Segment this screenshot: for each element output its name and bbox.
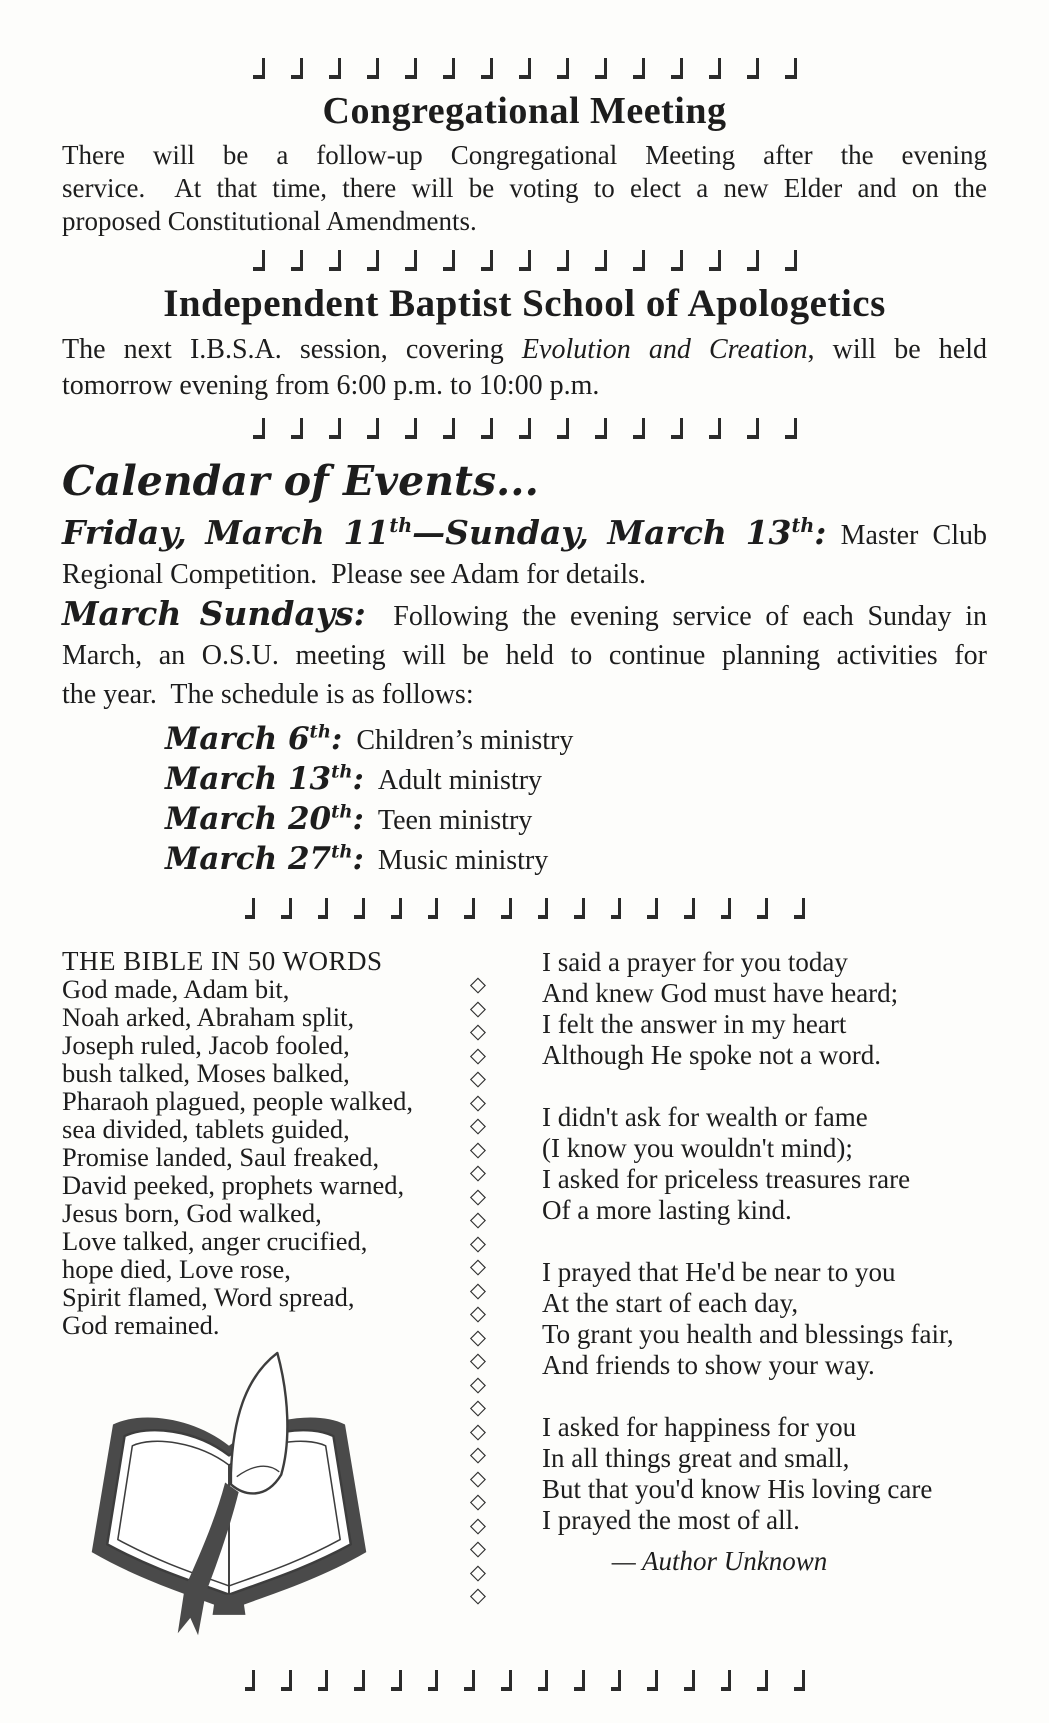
schedule-item [165,720,987,760]
poem-line: hope died, Love rose, [62,1254,291,1284]
bible-50-words-poem [62,975,452,1339]
music-note-icon [481,250,493,271]
music-note-icon [611,1670,622,1691]
poem-line: To grant you health and blessings fair, [542,1319,954,1349]
music-note-icon [291,250,303,271]
music-note-icon [671,58,683,79]
music-note-icon [329,250,341,271]
paragraph-line: proposed Constitutional Amendments. [62,206,477,236]
poem-line: Promise landed, Saul freaked, [62,1142,380,1172]
open-book-icon [84,1347,374,1647]
poem-line: God made, Adam bit, [62,974,290,1004]
music-note-icon [633,58,645,79]
music-note-icon [519,58,531,79]
calendar-event-march-sundays [62,594,987,714]
music-note-icon [574,898,585,919]
poem-line: I asked for happiness for you [542,1412,857,1442]
music-note-icon [481,58,493,79]
schedule-item [165,760,987,800]
music-note-icon [464,1670,475,1691]
music-note-icon [481,418,493,439]
paragraph-line: the year. The schedule is as follows: [62,679,474,710]
poem-line: Of a more lasting kind. [542,1195,792,1225]
schedule-date: March 27th: [165,841,364,877]
poem-line: Joseph ruled, Jacob fooled, [62,1030,350,1060]
music-note-icon [709,250,721,271]
music-note-icon [443,58,455,79]
poem-line: I didn't ask for wealth or fame [542,1102,868,1132]
poem-line: (I know you wouldn't mind); [542,1133,853,1163]
poem-line: I felt the answer in my heart [542,1009,847,1039]
congregational-meeting-paragraph [62,139,987,238]
music-note-icon [538,1670,549,1691]
poem-stanza [542,1412,987,1536]
poem-line: At the start of each day, [542,1288,799,1318]
diamond-icon: ◇ [469,1042,487,1067]
schedule-item [165,800,987,840]
poem-line: Love talked, anger crucified, [62,1226,368,1256]
music-note-icon [557,418,569,439]
music-note-icon [367,58,379,79]
music-note-icon [684,1670,695,1691]
music-note-icon [443,418,455,439]
music-note-icon [253,58,265,79]
music-note-icon [595,58,607,79]
poem-line: God remained. [62,1310,220,1340]
poem-line: Jesus born, God walked, [62,1198,322,1228]
music-note-icon [391,898,402,919]
poem-stanza [542,1257,987,1381]
bible-50-words-title: THE BIBLE IN 50 WORDS [62,946,383,976]
calendar-event-master-club [62,513,987,594]
music-note-icon [501,898,512,919]
diamond-icon: ◇ [469,1536,487,1560]
section-title-ibsa: Independent Baptist School of Apologetics [163,282,886,325]
music-note-icon [318,898,329,919]
music-note-icon [367,250,379,271]
music-note-icon [557,58,569,79]
diamond-icon: ◇ [469,1277,487,1302]
diamond-icon: ◇ [469,1066,487,1090]
music-note-icon [785,250,797,271]
diamond-icon: ◇ [469,1207,487,1231]
music-note-icon [281,1670,292,1691]
paragraph-line: The next I.B.S.A. session, covering Evolution and Creation, will be held [62,334,987,365]
music-note-icon [684,898,695,919]
poem-line: I asked for priceless treasures rare [542,1164,911,1194]
music-note-icon [253,418,265,439]
music-notes-row [245,54,805,81]
paragraph-line: There will be a follow-up Congregational Meeting after the evening [62,140,987,170]
diamond-icon: ◇ [469,1559,487,1584]
music-note-icon [794,1670,805,1691]
music-note-icon [757,898,768,919]
music-note-icon [443,250,455,271]
diamond-icon: ◇ [469,1395,487,1419]
diamond-icon: ◇ [469,1183,487,1208]
poem-stanza [542,947,987,1071]
music-note-icon [611,898,622,919]
poem-line: sea divided, tablets guided, [62,1114,350,1144]
diamond-icon: ◇ [469,1442,487,1466]
music-note-icon [329,418,341,439]
music-note-icon [747,58,759,79]
diamond-icon: ◇ [469,1324,487,1349]
music-note-icon [354,898,365,919]
diamond-icon: ◇ [469,1230,487,1255]
music-notes-row [245,1666,805,1693]
music-notes-row [245,246,805,273]
poem-attribution: — Author Unknown [611,1546,828,1576]
poem-line: Noah arked, Abraham split, [62,1002,355,1032]
schedule-item [165,840,987,880]
music-note-icon [291,418,303,439]
music-note-icon [633,418,645,439]
poem-line: bush talked, Moses balked, [62,1058,350,1088]
music-note-icon [557,250,569,271]
poem-line: I prayed that He'd be near to you [542,1257,896,1287]
poem-line: Spirit flamed, Word spread, [62,1282,355,1312]
paragraph-line: service. At that time, there will be voting to elect a new Elder and on the [62,173,987,203]
music-note-icon [501,1670,512,1691]
music-notes-row [245,894,805,921]
music-note-icon [709,418,721,439]
music-note-icon [595,250,607,271]
diamond-icon: ◇ [469,1301,487,1325]
schedule-label: Teen ministry [377,805,533,836]
music-note-icon [794,898,805,919]
prayer-poem-column [504,947,987,1652]
diamond-icon: ◇ [469,1019,487,1043]
schedule-label: Music ministry [377,845,549,876]
music-note-icon [428,1670,439,1691]
music-note-icon [785,58,797,79]
music-note-icon [291,58,303,79]
poem-line: And knew God must have heard; [542,978,899,1008]
diamond-icon: ◇ [469,1160,487,1184]
music-note-icon [785,418,797,439]
diamond-icon: ◇ [469,1254,487,1278]
music-note-icon [405,58,417,79]
music-note-icon [519,418,531,439]
music-note-icon [253,250,265,271]
music-note-icon [391,1670,402,1691]
music-note-icon [318,1670,329,1691]
music-note-icon [367,418,379,439]
diamond-icon: ◇ [469,1418,487,1443]
paragraph-line: March, an O.S.U. meeting will be held to continue planning activities for [62,640,987,671]
poem-line: But that you'd know His loving care [542,1474,933,1504]
music-note-icon [747,250,759,271]
two-column-section [62,947,987,1652]
event-date-range: Friday, March 11th—Sunday, March 13th: [62,513,827,552]
section-title-congregational-meeting: Congregational Meeting [322,90,727,132]
calendar-of-events-heading: Calendar of Events... [62,457,539,505]
music-note-icon [519,250,531,271]
music-note-icon [671,418,683,439]
music-note-icon [647,1670,658,1691]
paragraph-line: Regional Competition. Please see Adam for details. [62,559,646,590]
poem-line: Pharaoh plagued, people walked, [62,1086,414,1116]
march-schedule-list [165,720,987,880]
schedule-date: March 20th: [165,801,364,837]
paragraph-line: tomorrow evening from 6:00 p.m. to 10:00 p.m. [62,370,600,401]
music-note-icon [721,1670,732,1691]
diamond-icon: ◇ [469,1348,487,1372]
music-note-icon [647,898,658,919]
poem-stanza [542,1102,987,1226]
poem-line: Although He spoke not a word. [542,1040,881,1070]
music-note-icon [595,418,607,439]
diamond-icon: ◇ [469,995,487,1020]
bible-in-50-words-column [62,947,452,1652]
ibsa-paragraph [62,332,987,404]
diamond-icon: ◇ [469,1512,487,1537]
music-note-icon [405,250,417,271]
diamond-chain-divider [452,947,504,1652]
poem-line: In all things great and small, [542,1443,850,1473]
music-note-icon [281,898,292,919]
open-book-illustration [84,1347,374,1652]
schedule-label: Adult ministry [377,765,543,796]
music-note-icon [245,1670,256,1691]
diamond-icon: ◇ [469,972,487,996]
music-note-icon [354,1670,365,1691]
diamond-icon: ◇ [469,1113,487,1137]
diamond-icon: ◇ [469,1465,487,1490]
event-lead: March Sundays: [62,594,366,633]
music-note-icon [709,58,721,79]
music-note-icon [245,898,256,919]
music-note-icon [329,58,341,79]
music-note-icon [757,1670,768,1691]
music-note-icon [633,250,645,271]
poem-line: David peeked, prophets warned, [62,1170,405,1200]
diamond-icon: ◇ [469,1136,487,1161]
music-note-icon [574,1670,585,1691]
music-note-icon [671,250,683,271]
paragraph-line: March Sundays: Following the evening service of each Sunday in [62,594,987,633]
diamond-icon: ◇ [469,1371,487,1396]
schedule-date: March 6th: [165,721,343,757]
diamond-icon: ◇ [469,1089,487,1114]
paragraph-line: Friday, March 11th—Sunday, March 13th: Master Club [62,513,987,552]
music-note-icon [464,898,475,919]
schedule-label: Children’s ministry [356,725,574,756]
music-note-icon [538,898,549,919]
music-note-icon [405,418,417,439]
music-note-icon [747,418,759,439]
schedule-date: March 13th: [165,761,364,797]
diamond-icon: ◇ [469,1583,487,1607]
music-note-icon [721,898,732,919]
italic-phrase: Evolution and Creation [521,334,808,365]
poem-line: And friends to show your way. [542,1350,875,1380]
poem-line: I said a prayer for you today [542,947,848,977]
music-note-icon [428,898,439,919]
poem-line: I prayed the most of all. [542,1505,800,1535]
diamond-icon: ◇ [469,1489,487,1513]
music-notes-row [245,414,805,441]
